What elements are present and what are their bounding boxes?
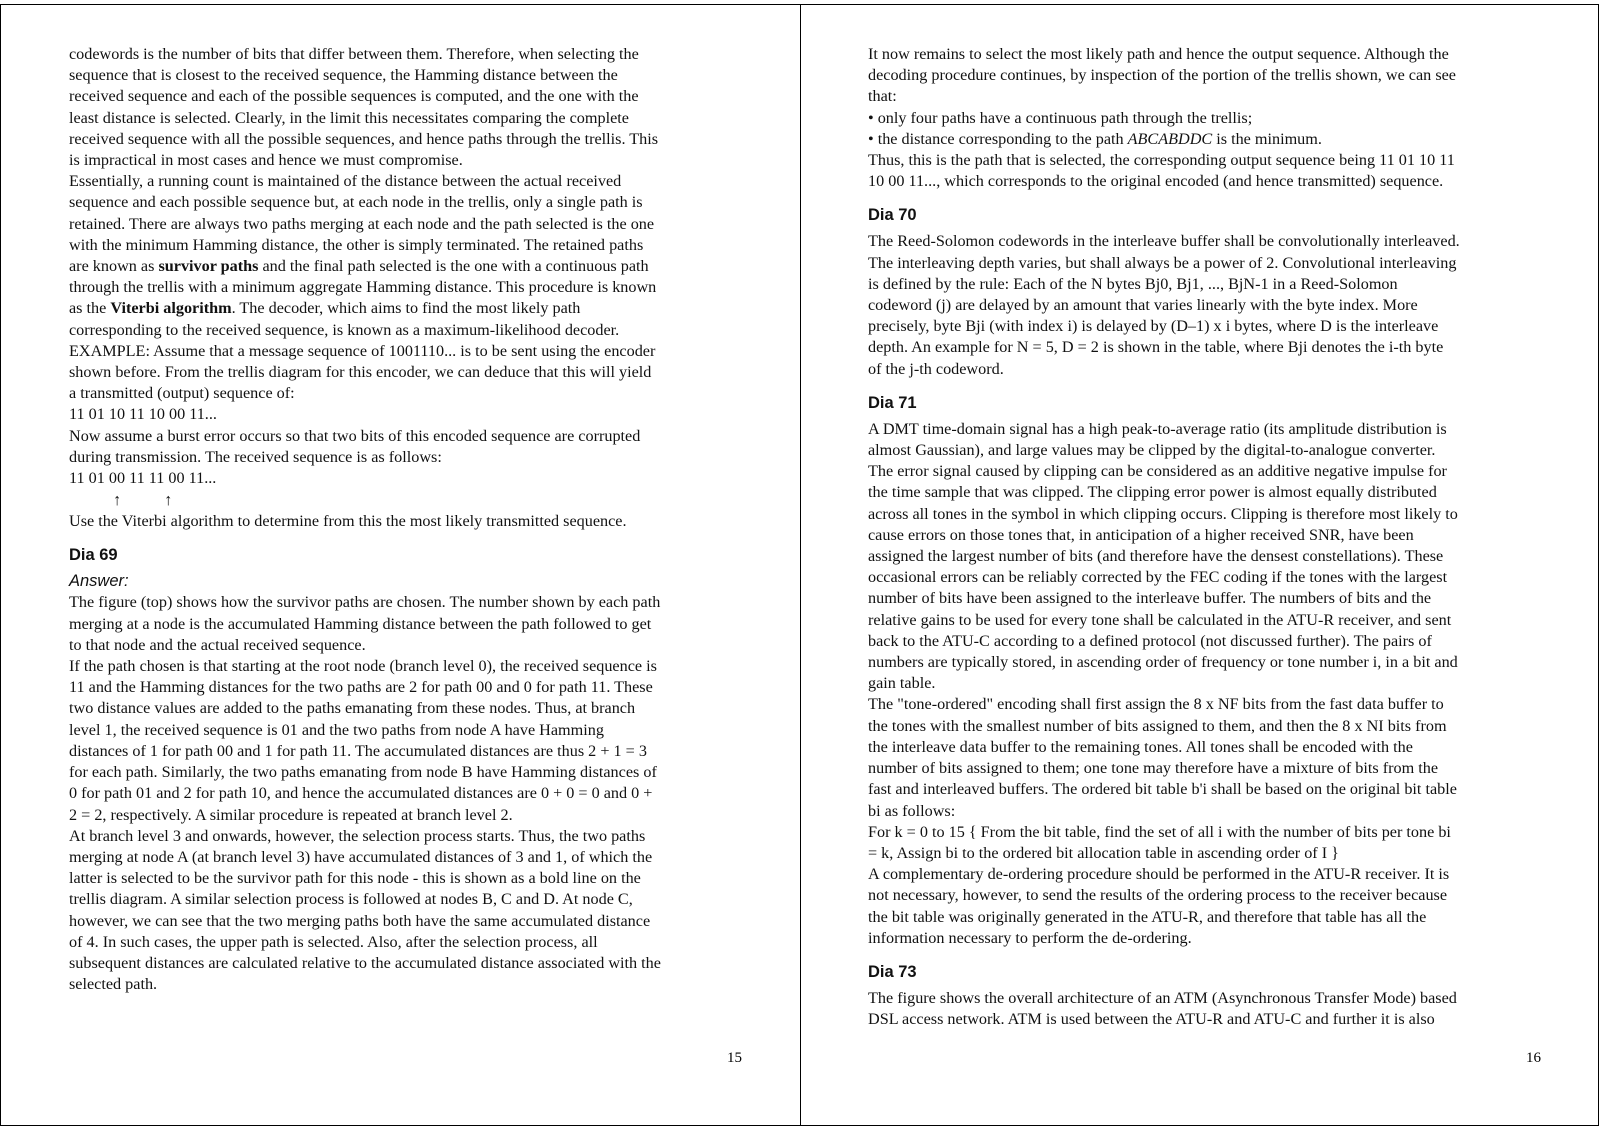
paragraph: EXAMPLE: Assume that a message sequence of 1001110... is to be sent using the encoder shown before. From the trellis diagram for this encoder, we can deduce that this will yield a transmitted (output) sequence of: bbox=[69, 341, 656, 403]
right-page bbox=[868, 44, 1548, 1030]
paragraph: Thus, this is the path that is selected, the corresponding output sequence being 11 01 10 11 10 00 11..., which corresponds to the original encoded (and hence transmitted) sequence. bbox=[868, 151, 1455, 191]
paragraph: Now assume a burst error occurs so that two bits of this encoded sequence are corrupted during transmission. The received sequence is as follows: bbox=[69, 426, 641, 466]
paragraph: Essentially, a running count is maintained of the distance between the actual received sequence and each possible sequence but, at each node in the trellis, only a single path is retained. There are always two paths merging at each node and the path selected is the one with the minimum Hamming distance, the other is simply terminated. The retained paths are known as survivor paths and the final path selected is the one with a continuous path through the trellis with a minimum aggregate Hamming distance. This procedure is known as the Viterbi algorithm. The decoder, which aims to find the most likely path corresponding to the received sequence, is known as a maximum-likelihood decoder. bbox=[69, 172, 657, 339]
bullet-item: • the distance corresponding to the path ABCABDDC is the minimum. bbox=[868, 129, 1322, 148]
page-divider bbox=[800, 5, 801, 1125]
bullet-item: • only four paths have a continuous path through the trellis; bbox=[868, 108, 1253, 127]
paragraph: The "tone-ordered" encoding shall first assign the 8 x NF bits from the fast data buffer to the tones with the smallest number of bits assigned to them, and then the 8 x NI bits from the interleave data buffer to the remaining tones. All tones shall be encoded with the number of bits assigned to them; one tone may therefore have a mixture of bits from the fast and interleaved buffers. The ordered bit table b'i shall be based on the original bit table bi as follows: bbox=[868, 695, 1457, 820]
bold-term-viterbi: Viterbi algorithm bbox=[110, 299, 232, 318]
paragraph: It now remains to select the most likely path and hence the output sequence. Although the decoding procedure continues, by inspection of the portion of the trellis shown, we can see that: bbox=[868, 45, 1456, 106]
paragraph: Use the Viterbi algorithm to determine from this the most likely transmitted sequence. bbox=[69, 512, 627, 531]
paragraph: A complementary de-ordering procedure should be performed in the ATU-R receiver. It is not necessary, however, to send the results of the ordering process to the receiver because the bit table was originally generated in the ATU-R, and therefore that table has all the information necessary to perform the de-ordering. bbox=[868, 865, 1450, 947]
paragraph: The figure (top) shows how the survivor paths are chosen. The number shown by each path merging at a node is the accumulated Hamming distance between the path followed to get to that node and the actual received sequence. bbox=[69, 593, 661, 654]
path-name: ABCABDDC bbox=[1127, 129, 1213, 148]
received-sequence: 11 01 00 11 11 00 11... bbox=[69, 469, 217, 488]
paragraph: codewords is the number of bits that differ between them. Therefore, when selecting the sequence that is closest to the received sequence, the Hamming distance between the received sequence and each of the possible sequences is computed, and the one with the least distance is selected. Clearly, in the limit this necessitates comparing the complete received sequence with all the possible sequences, and hence paths through the trellis. This is impractical in most cases and hence we must compromise. bbox=[69, 45, 659, 170]
bold-term-survivor-paths: survivor paths bbox=[158, 257, 259, 276]
paragraph: A DMT time-domain signal has a high peak-to-average ratio (its amplitude distribution is almost Gaussian), and large values may be clipped by the digital-to-analogue converter. The error signal caused by clipping can be considered as an additive negative impulse for the time sample that was clipped. The clipping error power is almost equally distributed across all tones in the symbol in which clipping occurs. Clipping is therefore most likely to cause errors on those tones that, in anticipation of a higher received SNR, have been assigned the largest number of bits (and therefore have the densest constellations). These occasional errors can be reliably corrected by the FEC coding if the tones with the largest number of bits have been assigned to the interleave buffer. The numbers of bits and the relative gains to be used for every tone shall be calculated in the ATU-R receiver, and sent back to the ATU-C according to a defined protocol (not discussed further). The pairs of numbers are typically stored, in ascending order of frequency or tone number i, in a bit and gain table. bbox=[868, 419, 1458, 693]
paragraph: If the path chosen is that starting at the root node (branch level 0), the received sequence is 11 and the Hamming distances for the two paths are 2 for path 00 and 0 for path 11. These two distance values are added to the paths emanating from these nodes. Thus, at branch level 1, the received sequence is 01 and the two paths from node A have Hamming distances of 1 for path 00 and 1 for path 11. The accumulated distances are thus 2 + 1 = 3 for each path. Similarly, the two paths emanating from node B have Hamming distances of 0 for path 01 and 2 for path 10, and hence the accumulated distances are 0 + 0 = 0 and 0 + 2 = 2, respectively. A similar procedure is repeated at branch level 2. bbox=[69, 657, 657, 824]
section-heading-dia-71: Dia 71 bbox=[868, 393, 917, 412]
paragraph: The figure shows the overall architecture of an ATM (Asynchronous Transfer Mode) based DSL access network. ATM is used between the ATU-R and ATU-C and further it is also bbox=[868, 988, 1457, 1029]
answer-label: Answer: bbox=[69, 572, 129, 591]
transmitted-sequence: 11 01 10 11 10 00 11... bbox=[69, 405, 217, 424]
page-number: 15 bbox=[727, 1050, 742, 1066]
up-arrow-icon: ↑ bbox=[164, 491, 173, 510]
section-heading-dia-70: Dia 70 bbox=[868, 206, 917, 225]
paragraph: For k = 0 to 15 { From the bit table, find the set of all i with the number of bits per tone bi = k, Assign bi to the ordered bit allocation table in ascending order of I } bbox=[868, 822, 1451, 862]
left-page bbox=[69, 44, 749, 995]
section-heading-dia-69: Dia 69 bbox=[69, 546, 118, 565]
section-heading-dia-73: Dia 73 bbox=[868, 962, 917, 981]
paragraph: The Reed-Solomon codewords in the interleave buffer shall be convolutionally interleaved. The interleaving depth varies, but shall always be a power of 2. Convolutional interleaving is defined by the rule: Each of the N bytes Bj0, Bj1, ..., BjN-1 in a Reed-Solomon codeword (j) are delayed by an amount that varies linearly with the byte index. More precisely, byte Bji (with index i) is delayed by (D–1) x i bytes, where D is the interleave depth. An example for N = 5, D = 2 is shown in the table, where Bji denotes the i-th byte of the j-th codeword. bbox=[868, 232, 1460, 378]
page-number: 16 bbox=[1526, 1050, 1541, 1066]
error-arrows bbox=[69, 489, 749, 511]
up-arrow-icon: ↑ bbox=[113, 491, 122, 510]
paragraph: At branch level 3 and onwards, however, the selection process starts. Thus, the two paths merging at node A (at branch level 3) have accumulated distances of 3 and 1, of which the latter is selected to be the survivor path for this node - this is shown as a bold line on the trellis diagram. A similar selection process is followed at nodes B, C and D. At node C, however, we can see that the two merging paths both have the same accumulated distance of 4. In such cases, the upper path is selected. Also, after the selection process, all subsequent distances are calculated relative to the accumulated distance associated with the selected path. bbox=[69, 826, 661, 994]
